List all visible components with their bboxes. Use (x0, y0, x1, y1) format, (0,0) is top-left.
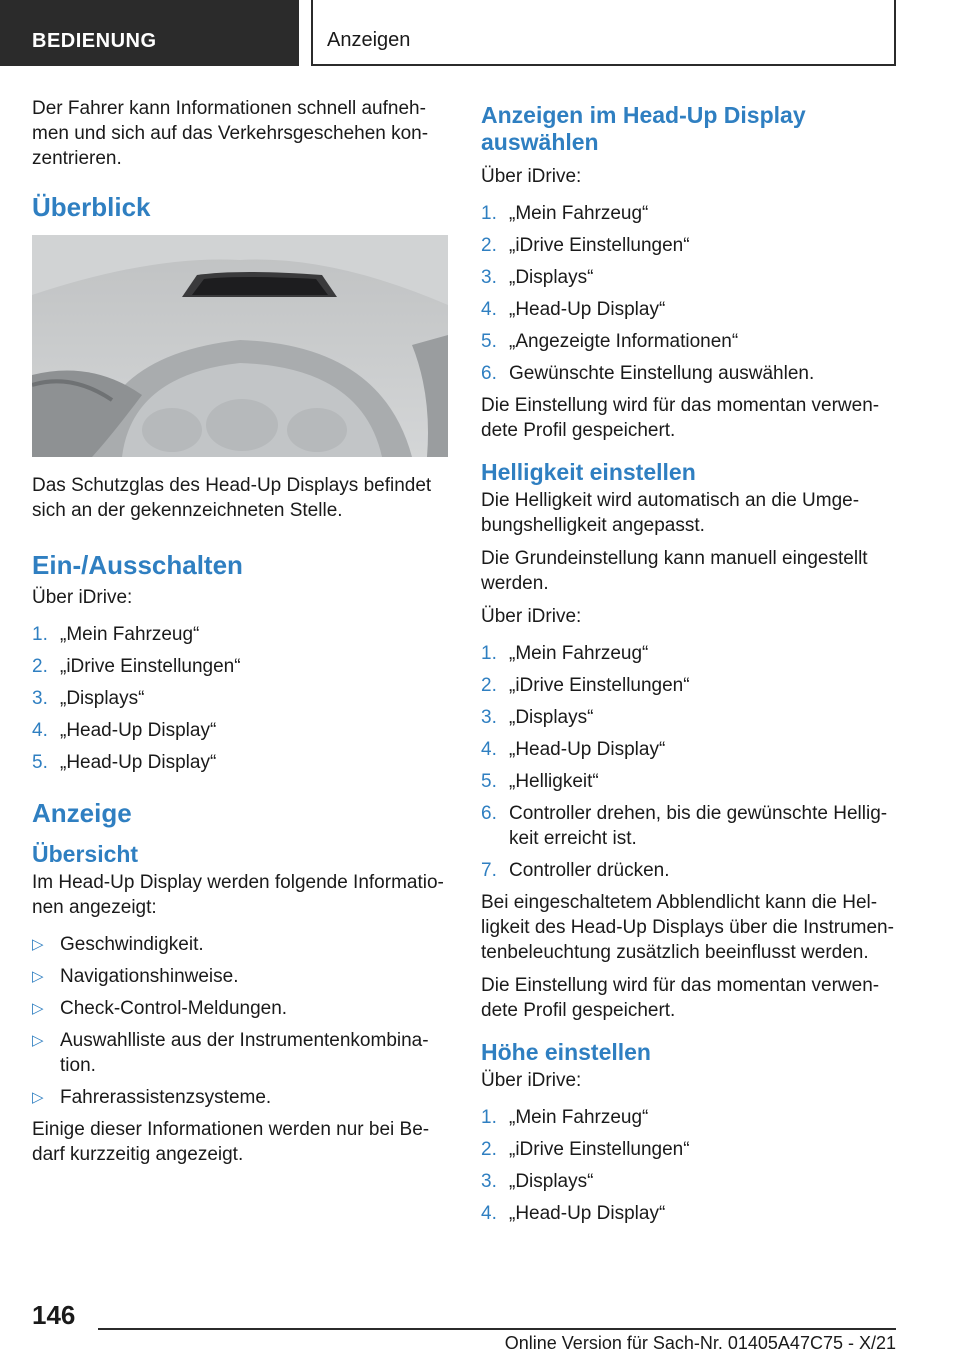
list-item: 1. „Mein Fahrzeug“ (481, 1107, 649, 1128)
list-item: 2. „iDrive Einstellungen“ (481, 1139, 690, 1160)
brightness-text-1: Die Helligkeit wird automatisch an die Umge-bungshelligkeit angepasst. (481, 490, 860, 536)
list-item: 3. „Displays“ (481, 707, 594, 728)
select-steps (481, 201, 897, 386)
list-item: 6. Controller drehen, bis die gewünschte Hellig-keit erreicht ist. (481, 803, 888, 849)
list-item: 3. „Displays“ (481, 1171, 594, 1192)
page-header (0, 0, 960, 66)
overview-note: Einige dieser Informationen werden nur bei Be-darf kurzzeitig angezeigt. (32, 1119, 430, 1165)
list-item: 4. „Head-Up Display“ (481, 299, 666, 320)
list-item: ▷ Auswahlliste aus der Instrumentenkombina-tion. (32, 1030, 429, 1076)
list-item: 5. „Helligkeit“ (481, 771, 599, 792)
onoff-steps (32, 622, 448, 775)
image-caption: Das Schutzglas des Head-Up Displays befindet sich an der gekennzeichneten Stelle. (32, 475, 432, 521)
overview-text: Im Head-Up Display werden folgende Informatio-nen angezeigt: (32, 872, 444, 918)
triangle-bullet-icon: ▷ (32, 936, 44, 953)
page-footer (0, 1300, 960, 1362)
height-via: Über iDrive: (481, 1070, 582, 1091)
list-item: 3. „Displays“ (481, 267, 594, 288)
brightness-note-1: Bei eingeschaltetem Abblendlicht kann die Hel-ligkeit des Head-Up Displays über die Instrumen-tenbeleuchtung zusätzlich beeinflusst werden. (481, 892, 894, 963)
list-item: 4. „Head-Up Display“ (481, 739, 666, 760)
list-item: 5. „Angezeigte Informationen“ (481, 331, 739, 352)
brightness-text-2: Die Grundeinstellung kann manuell eingestellt werden. (481, 548, 868, 594)
onoff-via: Über iDrive: (32, 587, 133, 608)
right-column (481, 96, 897, 1233)
onoff-heading: Ein-/Ausschalten (32, 550, 243, 580)
list-item: 6. Gewünschte Einstellung auswählen. (481, 363, 815, 384)
list-item: 1. „Mein Fahrzeug“ (481, 203, 649, 224)
intro-text: Der Fahrer kann Informationen schnell aufneh-men und sich auf das Verkehrsgeschehen kon-zentrieren. (32, 98, 429, 169)
list-item: 4. „Head-Up Display“ (481, 1203, 666, 1224)
list-item: 7. Controller drücken. (481, 860, 670, 881)
list-item: 3. „Displays“ (32, 688, 145, 709)
footer-version-text: Online Version für Sach-Nr. 01405A47C75 - X/21 (504, 1333, 896, 1353)
select-via: Über iDrive: (481, 166, 582, 187)
head-up-display-illustration (32, 235, 448, 457)
list-item: ▷ Check-Control-Meldungen. (32, 998, 288, 1019)
list-item: 1. „Mein Fahrzeug“ (32, 624, 200, 645)
page-number: 146 (32, 1300, 76, 1330)
list-item: 2. „iDrive Einstellungen“ (32, 656, 241, 677)
select-heading: Anzeigen im Head-Up Display auswählen (481, 102, 806, 155)
triangle-bullet-icon: ▷ (32, 968, 44, 985)
left-column (32, 96, 448, 1175)
list-item: 5. „Head-Up Display“ (32, 752, 217, 773)
overview-subheading: Übersicht (32, 841, 139, 867)
triangle-bullet-icon: ▷ (32, 1089, 44, 1106)
display-heading: Anzeige (32, 798, 132, 828)
section-tab: BEDIENUNG (0, 0, 299, 66)
list-item: 4. „Head-Up Display“ (32, 720, 217, 741)
brightness-heading: Helligkeit einstellen (481, 459, 696, 485)
footer-divider (98, 1328, 896, 1330)
brightness-note-2: Die Einstellung wird für das momentan verwen-dete Profil gespeichert. (481, 975, 880, 1021)
overview-items (32, 932, 448, 1110)
list-item: ▷ Navigationshinweise. (32, 966, 239, 987)
triangle-bullet-icon: ▷ (32, 1032, 44, 1049)
height-steps (481, 1105, 897, 1226)
list-item: 2. „iDrive Einstellungen“ (481, 235, 690, 256)
overview-heading: Überblick (32, 192, 151, 222)
brightness-steps (481, 641, 897, 883)
brightness-via: Über iDrive: (481, 606, 582, 627)
list-item: ▷ Fahrerassistenzsysteme. (32, 1087, 272, 1108)
list-item: 2. „iDrive Einstellungen“ (481, 675, 690, 696)
chapter-tab: Anzeigen (311, 0, 896, 66)
list-item: ▷ Geschwindigkeit. (32, 934, 204, 955)
select-note: Die Einstellung wird für das momentan verwen-dete Profil gespeichert. (481, 395, 880, 441)
height-heading: Höhe einstellen (481, 1039, 651, 1065)
triangle-bullet-icon: ▷ (32, 1000, 44, 1017)
list-item: 1. „Mein Fahrzeug“ (481, 643, 649, 664)
